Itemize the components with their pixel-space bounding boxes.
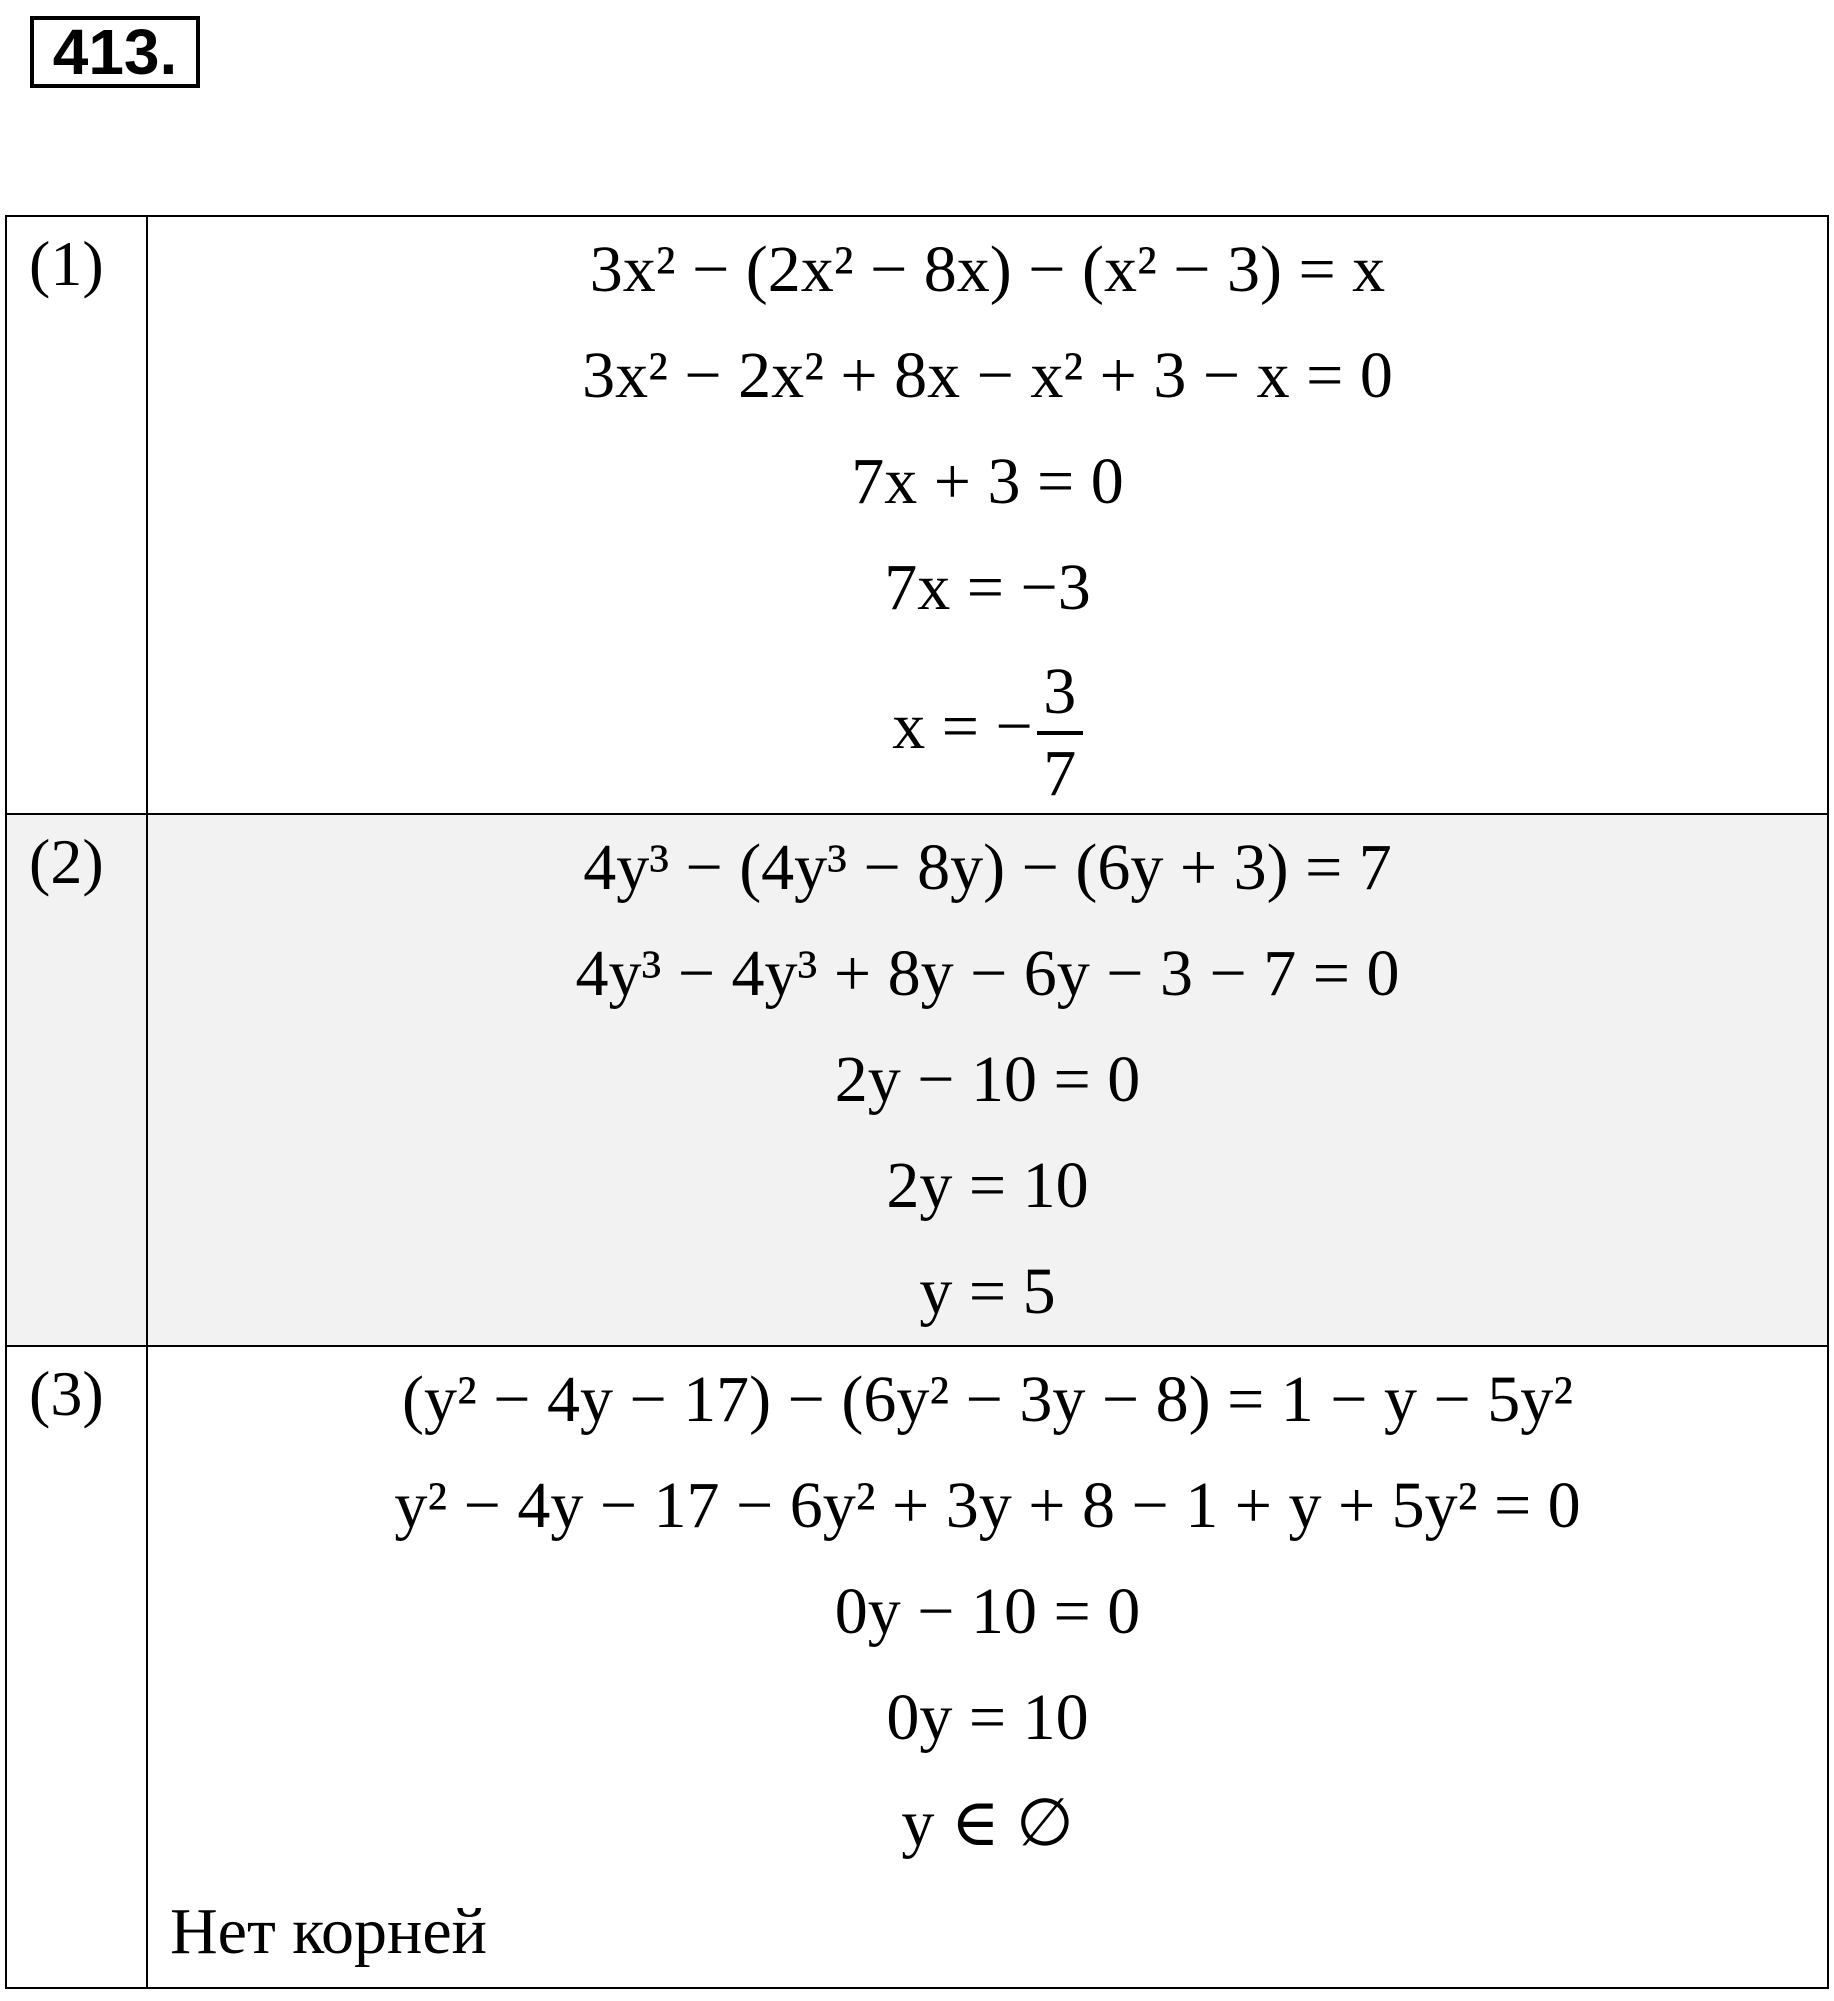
row-work: [147, 1346, 1828, 1988]
equation-line: 4y³ − (4y³ − 8y) − (6y + 3) = 7: [583, 831, 1392, 904]
row-work: [147, 814, 1828, 1346]
task-number: 413.: [30, 16, 200, 88]
answer-note: Нет корней: [170, 1895, 487, 1968]
fraction-denominator: 7: [1043, 736, 1077, 810]
row-label: (1): [6, 216, 147, 814]
solution-row-1: [6, 216, 1828, 814]
row-label: (2): [6, 814, 147, 1346]
equation-line: y² − 4y − 17 − 6y² + 3y + 8 − 1 + y + 5y² = 0: [394, 1469, 1581, 1542]
equation-line: y ∈ ∅: [901, 1787, 1074, 1860]
equation-line: 3x² − (2x² − 8x) − (x² − 3) = x: [589, 233, 1386, 306]
fraction: [1037, 654, 1083, 810]
equation-line: 4y³ − 4y³ + 8y − 6y − 3 − 7 = 0: [575, 937, 1400, 1010]
row-label: (3): [6, 1346, 147, 1988]
equation-line: y = 5: [919, 1255, 1056, 1328]
solution-row-2: [6, 814, 1828, 1346]
fraction-numerator: 3: [1043, 654, 1077, 728]
row-work: [147, 216, 1828, 814]
equation-line: 2y = 10: [886, 1149, 1089, 1222]
equation-line: (y² − 4y − 17) − (6y² − 3y − 8) = 1 − y − 5y²: [401, 1363, 1574, 1436]
equation-line: 2y − 10 = 0: [834, 1043, 1141, 1116]
solution-row-3: [6, 1346, 1828, 1988]
answer-prefix: x = −: [892, 690, 1033, 763]
equation-line: 3x² − 2x² + 8x − x² + 3 − x = 0: [582, 339, 1393, 412]
answer-line: [148, 641, 1827, 813]
solution-table: [5, 215, 1829, 1989]
equation-line: 0y − 10 = 0: [834, 1575, 1141, 1648]
equation-line: 7x = −3: [884, 551, 1091, 624]
equation-line: 0y = 10: [886, 1681, 1089, 1754]
equation-line: 7x + 3 = 0: [851, 445, 1124, 518]
